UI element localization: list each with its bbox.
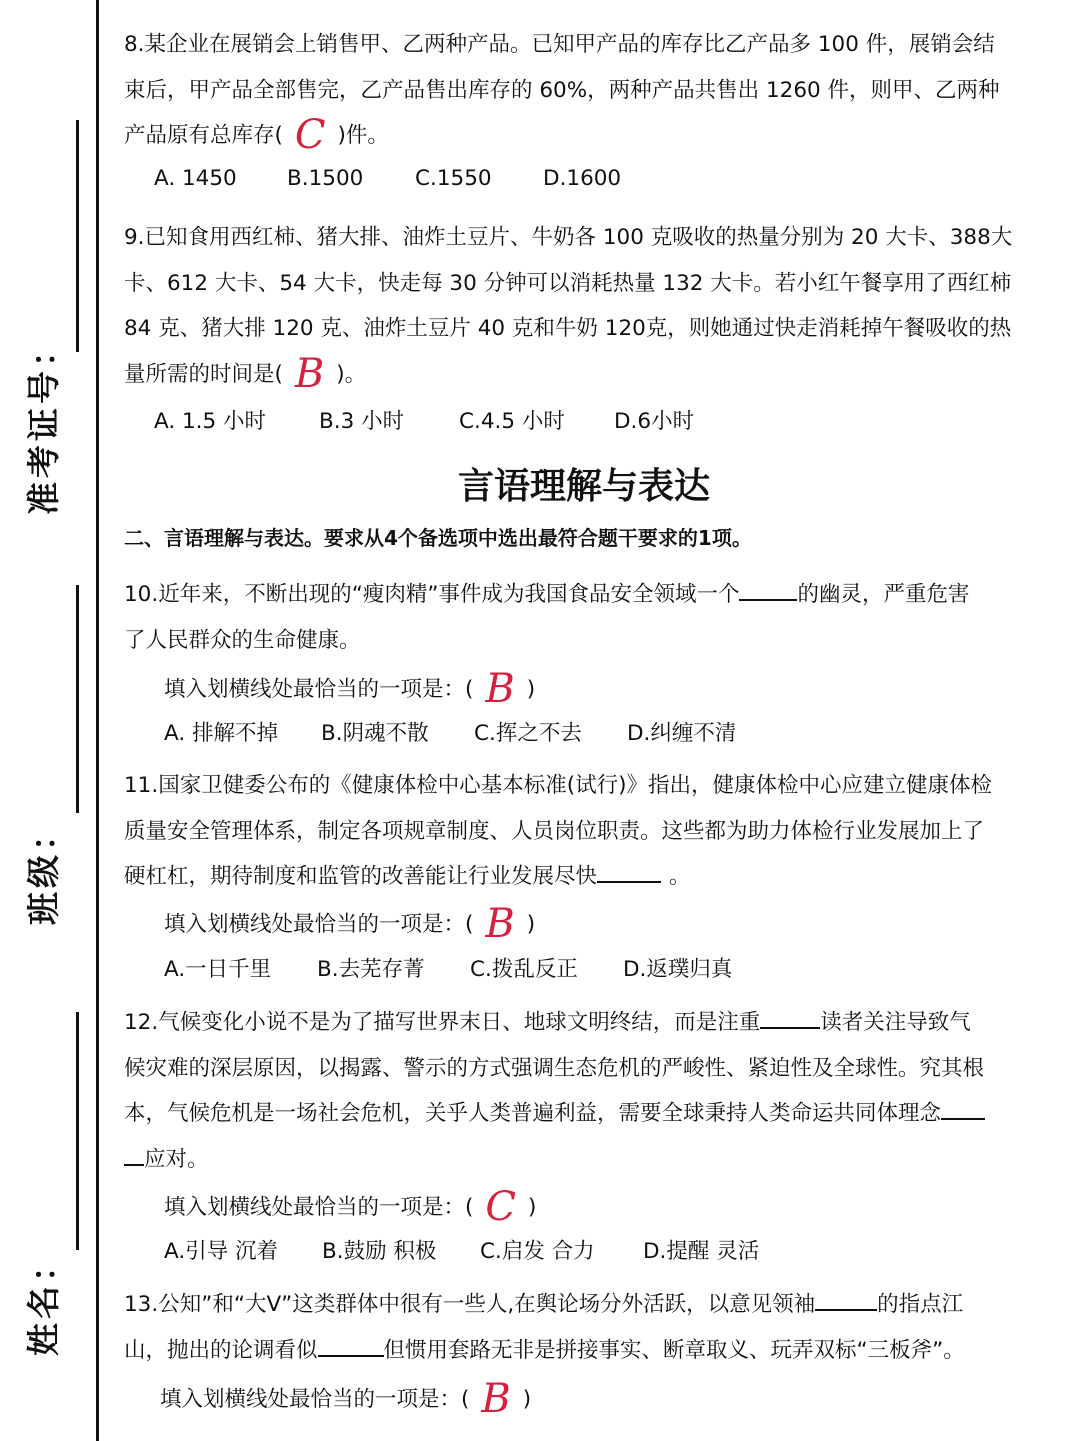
q12-handwritten-answer: C bbox=[485, 1184, 516, 1230]
q9-option-a[interactable]: A. 1.5 小时 bbox=[154, 409, 267, 434]
q12-line3: 本，气候危机是一场社会危机，关乎人类普遍利益，需要全球秉持人类命运共同体理念 bbox=[124, 1091, 1044, 1137]
question-13 bbox=[124, 1282, 1044, 1373]
q12-option-b[interactable]: B.鼓励 积极 bbox=[322, 1239, 437, 1264]
q10-option-a[interactable]: A. 排解不掉 bbox=[164, 721, 278, 746]
q8-options bbox=[154, 166, 621, 191]
q9-option-b[interactable]: B.3 小时 bbox=[319, 409, 405, 434]
q11-option-d[interactable]: D.返璞归真 bbox=[623, 957, 733, 982]
q12-option-a[interactable]: A.引导 沉着 bbox=[164, 1239, 278, 1264]
q13-handwritten-answer: B bbox=[481, 1376, 511, 1422]
q11-handwritten-answer: B bbox=[485, 901, 515, 947]
binding-line bbox=[96, 0, 99, 1441]
q12-prompt: 填入划横线处最恰当的一项是：( C ) bbox=[164, 1184, 537, 1230]
q9-line2: 卡、612 大卡、54 大卡，快走每 30 分钟可以消耗热量 132 大卡。若小红午餐享用了西红柿 bbox=[124, 270, 1012, 296]
section-instruction: 二、言语理解与表达。要求从4个备选项中选出最符合题干要求的1项。 bbox=[124, 526, 752, 550]
q8-option-d[interactable]: D.1600 bbox=[543, 166, 622, 191]
q13-prompt: 填入划横线处最恰当的一项是：( B ) bbox=[160, 1376, 532, 1422]
q13-blank-1[interactable] bbox=[815, 1291, 877, 1311]
q10-line2: 了人民群众的生命健康。 bbox=[124, 627, 361, 653]
question-12 bbox=[124, 1000, 1044, 1182]
question-8 bbox=[124, 22, 1044, 159]
q10-blank[interactable] bbox=[739, 581, 797, 601]
q10-option-b[interactable]: B.阴魂不散 bbox=[321, 721, 429, 746]
q9-option-d[interactable]: D.6小时 bbox=[614, 409, 695, 434]
q9-handwritten-answer: B bbox=[294, 350, 325, 397]
q10-option-d[interactable]: D.纠缠不清 bbox=[627, 721, 737, 746]
section-title: 言语理解与表达 bbox=[457, 465, 710, 507]
q12-option-d[interactable]: D.提醒 灵活 bbox=[643, 1239, 760, 1264]
q11-line1: 11.国家卫健委公布的《健康体检中心基本标准(试行)》指出，健康体检中心应建立健康体检 bbox=[124, 773, 992, 798]
question-11 bbox=[124, 763, 1044, 900]
name-label: 姓名： bbox=[24, 1245, 63, 1356]
q12-line2: 候灾难的深层原因，以揭露、警示的方式强调生态危机的严峻性、紧迫性及全球性。究其根 bbox=[124, 1055, 985, 1081]
q8-option-a[interactable]: A. 1450 bbox=[154, 166, 237, 191]
q10-option-c[interactable]: C.挥之不去 bbox=[474, 721, 582, 746]
q11-prompt: 填入划横线处最恰当的一项是：( B ) bbox=[164, 901, 536, 947]
q11-option-a[interactable]: A.一日千里 bbox=[164, 957, 272, 982]
q12-blank-2b[interactable] bbox=[124, 1146, 144, 1166]
q11-option-c[interactable]: C.拨乱反正 bbox=[470, 957, 578, 982]
q10-line1: 10.近年来，不断出现的“瘦肉精”事件成为我国食品安全领域一个 的幽灵，严重危害 bbox=[124, 582, 970, 607]
q8-line3: 产品原有总库存( C )件。 bbox=[124, 112, 389, 158]
q12-option-c[interactable]: C.启发 合力 bbox=[480, 1239, 595, 1264]
q8-handwritten-answer: C bbox=[294, 112, 326, 158]
q8-line2: 束后，甲产品全部售完，乙产品售出库存的 60%，两种产品共售出 1260 件，则甲、乙两种 bbox=[124, 77, 1000, 103]
q8-line1: 8.某企业在展销会上销售甲、乙两种产品。已知甲产品的库存比乙产品多 100 件，展销会结 bbox=[124, 32, 995, 57]
q13-line1: 13.公知”和“大V”这类群体中很有一些人,在舆论场分外活跃，以意见领袖 的指点江 bbox=[124, 1292, 964, 1317]
q12-line1: 12.气候变化小说不是为了描写世界末日、地球文明终结，而是注重 读者关注导致气 bbox=[124, 1010, 971, 1035]
q9-line3: 84 克、猪大排 120 克、油炸土豆片 40 克和牛奶 120克，则她通过快走消耗掉午餐吸收的热 bbox=[124, 316, 1012, 341]
q12-blank-1[interactable] bbox=[760, 1009, 820, 1029]
q9-line4: 量所需的时间是( B )。 bbox=[124, 350, 367, 397]
q12-options bbox=[164, 1234, 759, 1265]
q8-option-b[interactable]: B.1500 bbox=[287, 166, 364, 191]
q12-blank-2a[interactable] bbox=[941, 1100, 985, 1120]
q11-line3: 硬杠杠，期待制度和监管的改善能让行业发展尽快 。 bbox=[124, 864, 691, 889]
q13-line2: 山，抛出的论调看似 但惯用套路无非是拼接事实、断章取义、玩弄双标“三板斧”。 bbox=[124, 1337, 965, 1363]
class-label: 班级： bbox=[24, 814, 63, 925]
q10-handwritten-answer: B bbox=[485, 666, 515, 712]
q11-options bbox=[164, 952, 732, 983]
q12-line4: 应对。 bbox=[124, 1137, 1044, 1183]
question-9 bbox=[124, 215, 1044, 397]
q9-options bbox=[154, 404, 694, 435]
q11-blank[interactable] bbox=[597, 863, 661, 883]
q13-blank-2[interactable] bbox=[318, 1337, 384, 1357]
q9-option-c[interactable]: C.4.5 小时 bbox=[459, 409, 565, 434]
name-blank[interactable] bbox=[76, 1012, 79, 1250]
exam-id-blank[interactable] bbox=[76, 120, 79, 352]
q11-option-b[interactable]: B.去芜存菁 bbox=[317, 957, 425, 982]
question-10 bbox=[124, 572, 1044, 663]
q9-line1: 9.已知食用西红柿、猪大排、油炸土豆片、牛奶各 100 克吸收的热量分别为 20 大卡、388大 bbox=[124, 225, 1013, 250]
q10-prompt: 填入划横线处最恰当的一项是：( B ) bbox=[164, 666, 536, 712]
q8-option-c[interactable]: C.1550 bbox=[415, 166, 492, 191]
class-blank[interactable] bbox=[76, 585, 79, 813]
q10-options bbox=[164, 716, 736, 747]
exam-id-label: 准考证号： bbox=[24, 330, 63, 515]
q11-line2: 质量安全管理体系，制定各项规章制度、人员岗位职责。这些都为助力体检行业发展加上了 bbox=[124, 818, 985, 844]
